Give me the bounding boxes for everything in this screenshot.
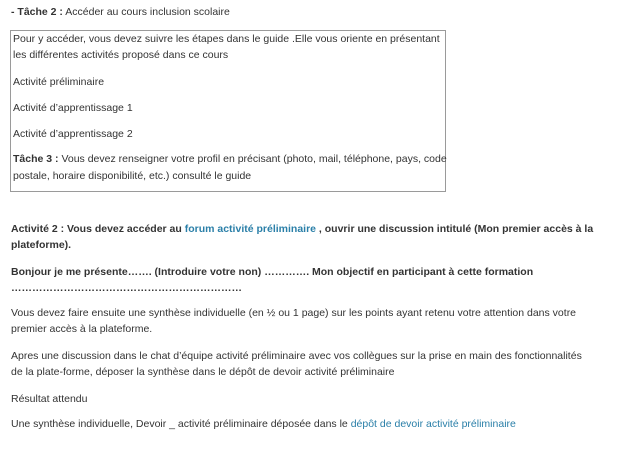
bonjour-line2: ………………………………………………………… xyxy=(11,282,242,294)
box-intro-line2: les différentes activités proposé dans ce cours xyxy=(13,49,229,61)
apres-line2: de la plate-forme, déposer la synthèse dans le dépôt de devoir activité préliminaire xyxy=(11,366,395,378)
bonjour-line1: Bonjour je me présente……. (Introduire votre non) …………. Mon objectif en participant à cette formation xyxy=(11,266,534,278)
box-intro-line1: Pour y accéder, vous devez suivre les étapes dans le guide .Elle vous oriente en présentant xyxy=(13,33,440,45)
task3-line1 xyxy=(13,153,447,165)
final-line xyxy=(11,418,516,430)
box-item-preliminaire: Activité préliminaire xyxy=(13,76,105,88)
task3-text: Vous devez renseigner votre profil en précisant (photo, mail, téléphone, pays, code xyxy=(58,153,447,165)
box-item-apprentissage-2: Activité d’apprentissage 2 xyxy=(13,128,133,140)
final-prefix: Une synthèse individuelle, Devoir _ activité préliminaire déposée dans le xyxy=(11,418,351,430)
activity2-suffix: , ouvrir une discussion intitulé (Mon premier accès à la xyxy=(316,223,594,235)
forum-activite-preliminaire-link[interactable]: forum activité préliminaire xyxy=(184,223,317,235)
activity2-prefix: Activité 2 : Vous devez accéder au xyxy=(11,223,185,235)
task2-line xyxy=(11,6,230,18)
apres-line1: Apres une discussion dans le chat d’équipe activité préliminaire avec vos collègues sur la prise en main des fonctionnalités xyxy=(11,350,582,362)
depot-devoir-link[interactable]: dépôt de devoir activité préliminaire xyxy=(350,418,516,430)
task3-label: Tâche 3 : xyxy=(13,153,59,165)
synthese-line2: premier accès à la plateforme. xyxy=(11,323,153,335)
activity2-line1 xyxy=(11,223,593,235)
box-item-apprentissage-1: Activité d’apprentissage 1 xyxy=(13,102,133,114)
resultat-attendu: Résultat attendu xyxy=(11,393,88,405)
task2-text: Accéder au cours inclusion scolaire xyxy=(62,6,230,18)
task2-label: - Tâche 2 : xyxy=(11,6,63,18)
activity2-line2: plateforme). xyxy=(11,239,72,251)
task3-line2: postale, horaire disponibilité, etc.) consulté le guide xyxy=(13,170,252,182)
instructions-box xyxy=(10,30,446,192)
synthese-line1: Vous devez faire ensuite une synthèse individuelle (en ½ ou 1 page) sur les points ayant retenu votre attention dans votre xyxy=(11,307,577,319)
